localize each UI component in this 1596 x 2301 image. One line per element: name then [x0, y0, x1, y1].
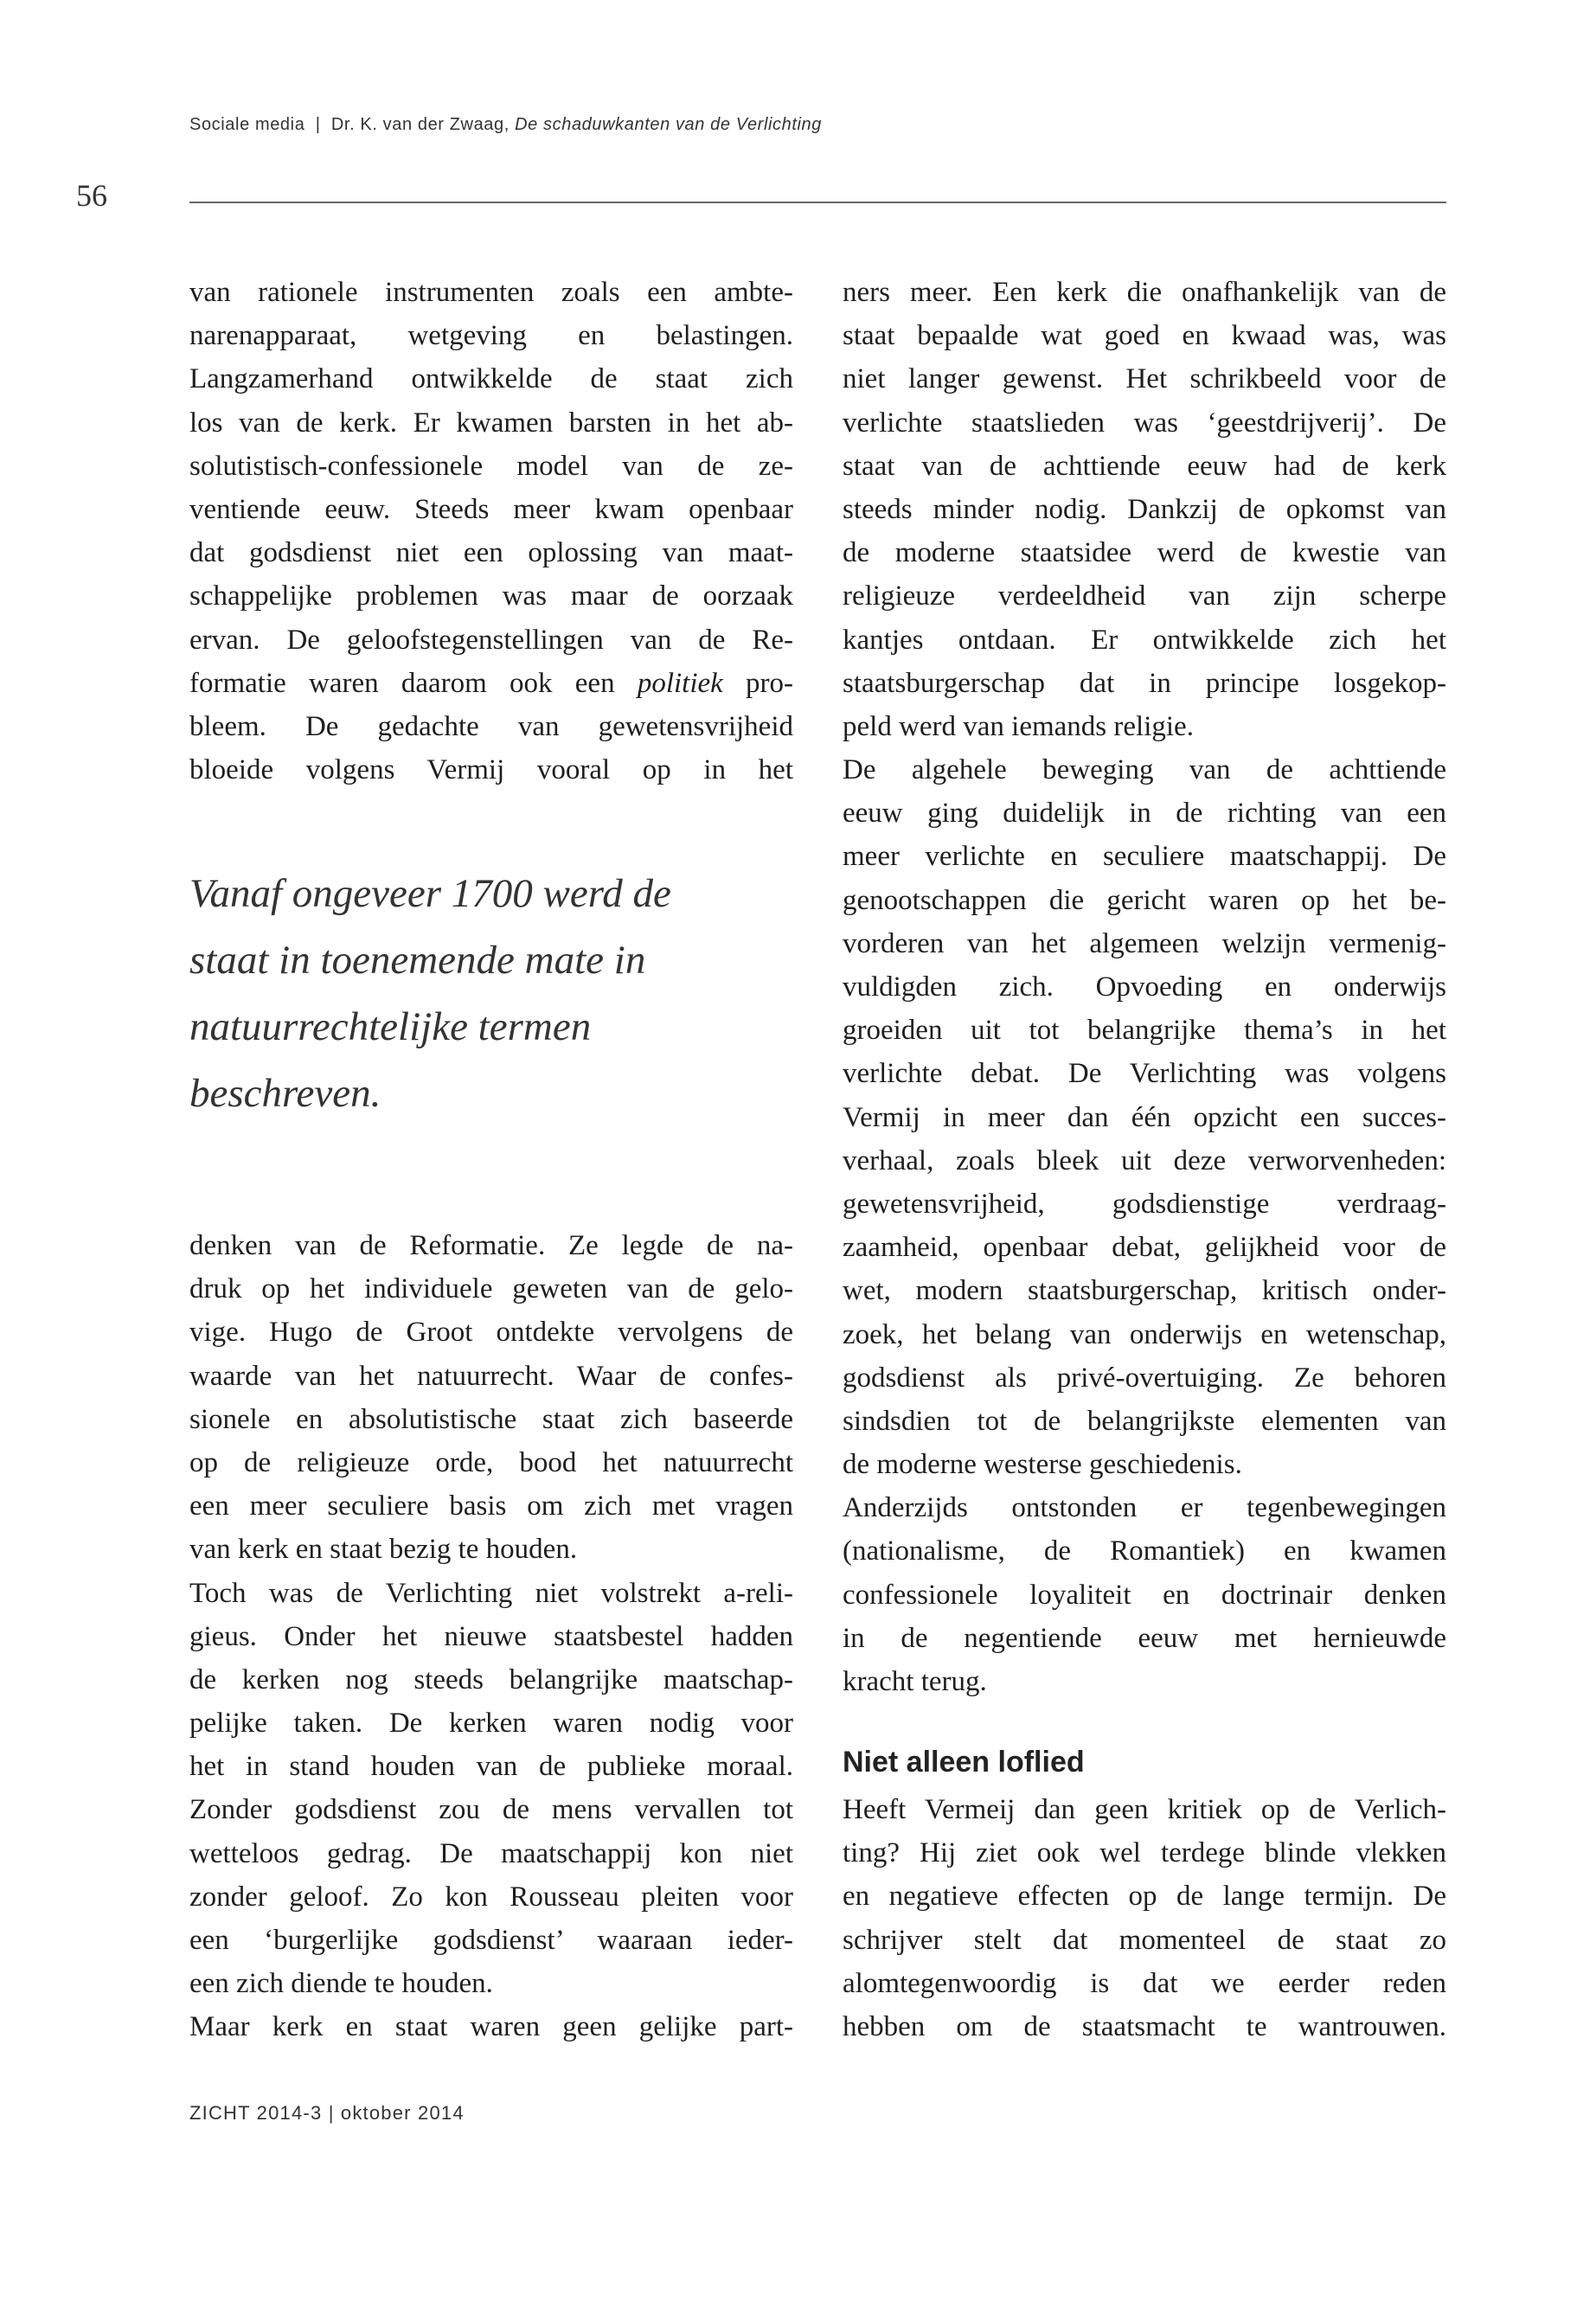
text-line: [843, 1183, 1446, 1226]
text-span: genootschappen die gericht waren op het be-: [843, 884, 1446, 916]
text-line: [843, 1660, 1446, 1703]
page-footer: ZICHT 2014-3 | oktober 2014: [189, 2102, 465, 2124]
text-line: [843, 1617, 1446, 1660]
header-author: Dr. K. van der Zwaag,: [330, 115, 510, 134]
text-line: [189, 1832, 793, 1875]
text-span: staat van de achttiende eeuw had de kerk: [843, 450, 1446, 482]
text-span: in de negentiende eeuw met hernieuwde: [843, 1622, 1446, 1654]
text-line: [189, 619, 793, 662]
text-line: [843, 531, 1446, 574]
text-span: Toch was de Verlichting niet volstrekt a-reli-: [189, 1577, 793, 1609]
text-line: [843, 1962, 1446, 2005]
text-line: [843, 1919, 1446, 1962]
text-line: [189, 1398, 793, 1441]
text-line: [843, 1139, 1446, 1183]
text-span: druk op het individuele geweten van de gelo-: [189, 1273, 793, 1305]
text-span: bleem. De gedachte van gewetensvrijheid: [189, 710, 793, 742]
pull-quote-line: Vanaf ongeveer 1700 werd de: [189, 871, 671, 916]
text-span: staatsburgerschap dat in principe losgekop-: [843, 667, 1446, 699]
text-line: [189, 314, 793, 357]
text-line: [843, 662, 1446, 705]
text-line: [189, 1919, 793, 1962]
text-span: de kerken nog steeds belangrijke maatschap-: [189, 1663, 793, 1695]
text-span: godsdienst als privé-overtuiging. Ze behoren: [843, 1362, 1446, 1394]
text-span: gieus. Onder het nieuwe staatsbestel hadden: [189, 1620, 793, 1652]
text-line: [189, 1572, 793, 1615]
text-line: [189, 1355, 793, 1398]
text-span: zonder geloof. Zo kon Rousseau pleiten voor: [189, 1881, 793, 1913]
text-span: verlichte debat. De Verlichting was volgens: [843, 1058, 1446, 1090]
text-line: [189, 574, 793, 618]
text-span: zaamheid, openbaar debat, gelijkheid voor de: [843, 1232, 1446, 1264]
text-span: vuldigden zich. Opvoeding en onderwijs: [843, 971, 1446, 1003]
text-span: pelijke taken. De kerken waren nodig voor: [189, 1708, 793, 1740]
text-span: vorderen van het algemeen welzijn vermenig-: [843, 927, 1446, 959]
text-line: [189, 1962, 793, 2005]
header-rule: [189, 202, 1446, 203]
right-column-top: [843, 271, 1446, 1703]
text-line: [843, 1269, 1446, 1312]
pull-quote-line: staat in toenemende mate in: [189, 938, 646, 983]
text-line: [189, 1528, 793, 1571]
left-column-top: [189, 271, 793, 792]
pull-quote: [189, 861, 795, 1127]
text-line: [189, 1745, 793, 1788]
text-line: [843, 1226, 1446, 1269]
text-line: [843, 314, 1446, 357]
text-line: [189, 1615, 793, 1658]
text-span: niet langer gewenst. Het schrikbeeld voor de: [843, 363, 1446, 395]
text-line: [843, 619, 1446, 662]
text-line: [843, 792, 1446, 835]
text-line: [843, 1788, 1446, 1831]
text-span: confessionele loyaliteit en doctrinair denken: [843, 1579, 1446, 1611]
text-span: religieuze verdeeldheid van zijn scherpe: [843, 580, 1446, 612]
text-line: [189, 1311, 793, 1354]
text-span: van kerk en staat bezig te houden.: [189, 1534, 578, 1566]
text-span: schappelijke problemen was maar de oorzaak: [189, 580, 793, 612]
text-span: los van de kerk. Er kwamen barsten in het ab-: [189, 407, 793, 439]
right-column-bottom: [843, 1788, 1446, 2048]
text-span: dat godsdienst niet een oplossing van maat-: [189, 537, 793, 569]
text-span: Anderzijds ontstonden er tegenbewegingen: [843, 1492, 1446, 1524]
text-span: ventiende eeuw. Steeds meer kwam openbaar: [189, 493, 793, 525]
text-span: Langzamerhand ontwikkelde de staat zich: [189, 363, 793, 395]
text-line: [843, 835, 1446, 878]
text-span: gewetensvrijheid, godsdienstige verdraag-: [843, 1188, 1446, 1220]
text-span: zoek, het belang van onderwijs en wetenschap,: [843, 1318, 1446, 1350]
text-line: [843, 1400, 1446, 1443]
text-span: verhaal, zoals bleek uit deze verworvenheden:: [843, 1144, 1446, 1176]
section-heading: Niet alleen loflied: [843, 1746, 1085, 1779]
text-span: ervan. De geloofstegenstellingen van de Re-: [189, 624, 793, 656]
text-span: denken van de Reformatie. Ze legde de na-: [189, 1230, 793, 1261]
text-line: [843, 879, 1446, 922]
text-span: sionele en absolutistische staat zich baseerde: [189, 1403, 793, 1435]
text-span: verlichte staatslieden was ‘geestdrijverij’. De: [843, 407, 1446, 439]
text-line: [189, 401, 793, 445]
text-line: [843, 271, 1446, 314]
text-line: [189, 1875, 793, 1919]
text-line: [843, 1831, 1446, 1875]
text-span: kracht terug.: [843, 1666, 987, 1697]
text-span: vige. Hugo de Groot ontdekte vervolgens de: [189, 1317, 793, 1349]
text-line: [189, 445, 793, 488]
text-span: steeds minder nodig. Dankzij de opkomst van: [843, 493, 1446, 525]
text-span: het in stand houden van de publieke moraal.: [189, 1751, 793, 1783]
text-span: kantjes ontdaan. Er ontwikkelde zich het: [843, 624, 1446, 656]
text-line: [189, 357, 793, 401]
text-span: een meer seculiere basis om zich met vragen: [189, 1490, 793, 1522]
text-line: [189, 1788, 793, 1831]
text-span: eeuw ging duidelijk in de richting van een: [843, 798, 1446, 830]
text-line: [843, 922, 1446, 965]
text-line: [843, 1486, 1446, 1529]
pull-quote-line: beschreven.: [189, 1071, 381, 1116]
text-line: [189, 531, 793, 574]
text-line: [189, 1658, 793, 1702]
text-span: een zich diende te houden.: [189, 1968, 493, 2000]
text-line: [843, 1009, 1446, 1052]
text-span: wet, modern staatsburgerschap, kritisch onder-: [843, 1275, 1446, 1307]
text-line: [843, 445, 1446, 488]
text-line: [189, 2005, 793, 2048]
text-line: [189, 271, 793, 314]
text-span: Zonder godsdienst zou de mens vervallen tot: [189, 1794, 793, 1826]
text-span: wetteloos gedrag. De maatschappij kon niet: [189, 1837, 793, 1869]
text-line: [843, 357, 1446, 401]
page-number: 56: [76, 178, 107, 213]
text-span: Heeft Vermeij dan geen kritiek op de Verlich-: [843, 1794, 1446, 1825]
text-span: solutistisch-confessionele model van de ze-: [189, 450, 793, 482]
text-line: [843, 1875, 1446, 1918]
text-line: [843, 1443, 1446, 1486]
text-line: [843, 1574, 1446, 1617]
text-line: [189, 748, 793, 792]
text-line: [189, 1441, 793, 1484]
text-span: staat bepaalde wat goed en kwaad was, was: [843, 320, 1446, 352]
text-span: pro-: [722, 667, 793, 699]
header-separator: |: [315, 115, 321, 134]
text-span: een ‘burgerlijke godsdienst’ waaraan ieder-: [189, 1925, 793, 1956]
text-span: de moderne staatsidee werd de kwestie van: [843, 537, 1446, 569]
text-span: (nationalisme, de Romantiek) en kwamen: [843, 1535, 1446, 1567]
text-span: peld werd van iemands religie.: [843, 710, 1194, 742]
header-title: De schaduwkanten van de Verlichting: [515, 115, 822, 134]
text-span: de moderne westerse geschiedenis.: [843, 1449, 1242, 1481]
running-header: [189, 115, 822, 135]
text-span: schrijver stelt dat momenteel de staat zo: [843, 1924, 1446, 1956]
text-line: [843, 748, 1446, 792]
text-span: hebben om de staatsmacht te wantrouwen.: [843, 2010, 1446, 2042]
text-line: [843, 1529, 1446, 1573]
text-span: Maar kerk en staat waren geen gelijke part-: [189, 2011, 793, 2043]
text-span: narenapparaat, wetgeving en belastingen.: [189, 320, 793, 352]
text-line: [843, 1096, 1446, 1139]
text-span: sindsdien tot de belangrijkste elementen van: [843, 1405, 1446, 1437]
text-span: ners meer. Een kerk die onafhankelijk van de: [843, 277, 1446, 308]
text-line: [843, 965, 1446, 1009]
text-line: [189, 1267, 793, 1311]
text-span: meer verlichte en seculiere maatschappij. De: [843, 841, 1446, 873]
italic-term: politiek: [637, 667, 723, 699]
text-span: ting? Hij ziet ook wel terdege blinde vlekken: [843, 1837, 1446, 1869]
text-span: Vermij in meer dan één opzicht een succes-: [843, 1101, 1446, 1133]
text-line: [189, 488, 793, 531]
header-section: Sociale media: [189, 115, 305, 134]
text-line: [843, 1052, 1446, 1095]
text-span: De algehele beweging van de achttiende: [843, 754, 1446, 786]
text-line: [189, 662, 793, 705]
text-line: [843, 1313, 1446, 1356]
left-column-bottom: [189, 1224, 793, 2049]
text-line: [843, 1356, 1446, 1400]
text-line: [189, 1484, 793, 1528]
text-span: groeiden uit tot belangrijke thema’s in het: [843, 1015, 1446, 1047]
text-span: waarde van het natuurrecht. Waar de confes-: [189, 1360, 793, 1392]
text-line: [189, 705, 793, 748]
text-span: alomtegenwoordig is dat we eerder reden: [843, 1967, 1446, 1999]
text-span: formatie waren daarom ook een: [189, 667, 638, 699]
text-line: [843, 2005, 1446, 2048]
text-line: [843, 574, 1446, 618]
text-line: [843, 401, 1446, 445]
text-span: op de religieuze orde, bood het natuurrecht: [189, 1446, 793, 1478]
text-line: [843, 488, 1446, 531]
text-line: [843, 705, 1446, 748]
text-span: van rationele instrumenten zoals een ambte-: [189, 277, 793, 308]
text-span: bloeide volgens Vermij vooral op in het: [189, 754, 793, 786]
text-span: en negatieve effecten op de lange termijn. De: [843, 1881, 1446, 1913]
text-line: [189, 1224, 793, 1267]
text-line: [189, 1702, 793, 1745]
pull-quote-line: natuurrechtelijke termen: [189, 1004, 592, 1049]
